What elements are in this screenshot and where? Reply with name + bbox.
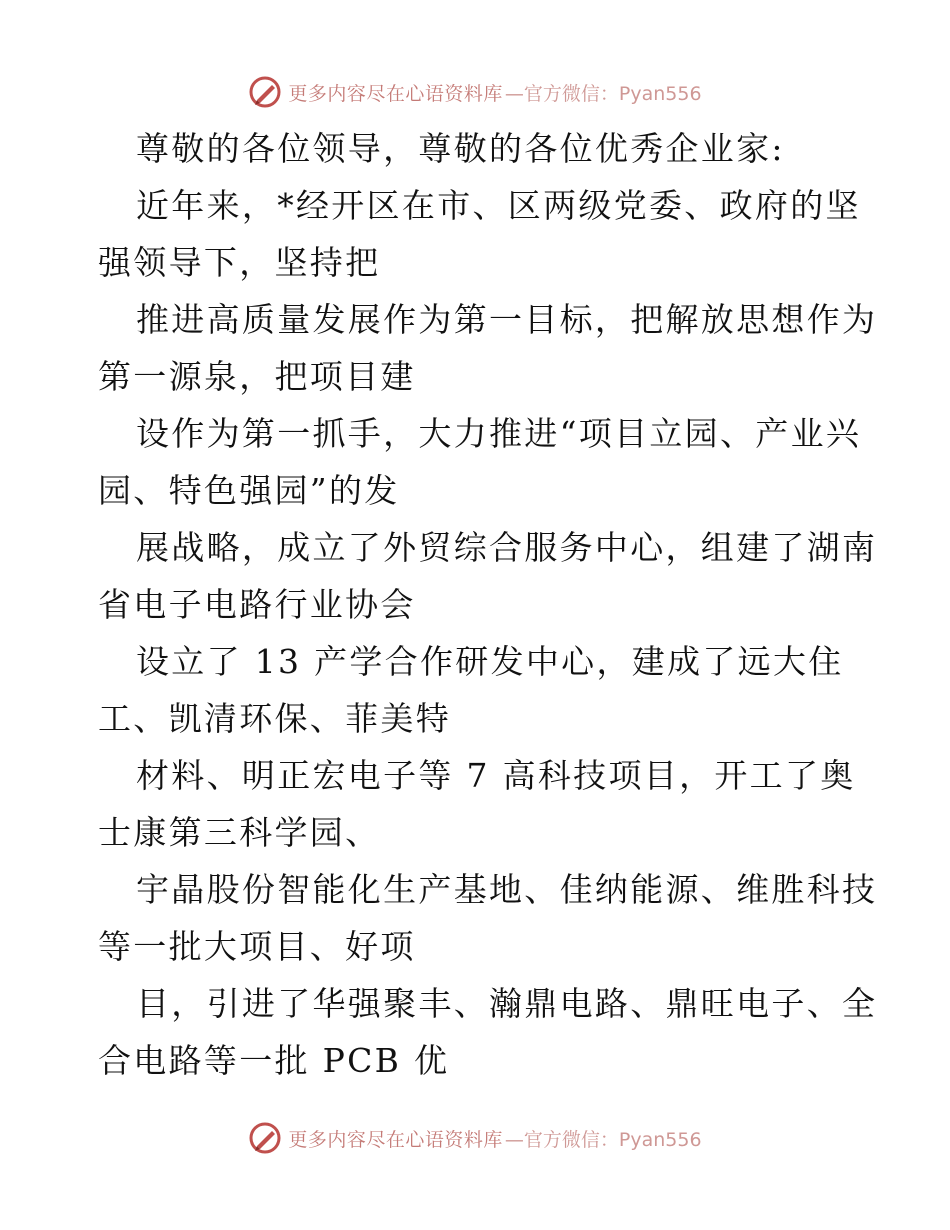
header-watermark [0, 72, 950, 112]
pen-logo-icon [248, 1121, 282, 1155]
paragraph-line: 园、特色强园”的发 [98, 471, 400, 510]
paragraph-line: 等一批大项目、好项 [98, 927, 416, 966]
watermark-main-text: 更多内容尽在心语资料库 [288, 82, 503, 105]
watermark-sub-text: —官方微信：Pyan556 [504, 1128, 702, 1151]
paragraph [98, 861, 878, 975]
paragraph-line: 目，引进了华强聚丰、瀚鼎电路、鼎旺电子、全 [136, 984, 878, 1023]
paragraph-line: 强领导下，坚持把 [98, 243, 381, 282]
paragraph [98, 747, 858, 861]
paragraph-line: 合电路等一批 PCB 优 [98, 1041, 450, 1080]
paragraph [98, 633, 858, 747]
paragraph-line: 材料、明正宏电子等 7 高科技项目，开工了奥 [136, 756, 856, 795]
paragraph-line: 近年来，*经开区在市、区两级党委、政府的坚 [136, 186, 861, 225]
watermark-main-text: 更多内容尽在心语资料库 [288, 1128, 503, 1151]
paragraph-line: 工、凯清环保、菲美特 [98, 699, 451, 738]
paragraph-line: 省电子电路行业协会 [98, 585, 416, 624]
paragraph-line: 设作为第一抓手，大力推进“项目立园、产业兴 [136, 414, 862, 453]
document-body [98, 120, 878, 1089]
paragraph [98, 120, 858, 177]
paragraph [98, 177, 861, 291]
paragraph-line: 尊敬的各位领导，尊敬的各位优秀企业家: [136, 129, 785, 168]
paragraph [98, 405, 862, 519]
paragraph-line: 设立了 13 产学合作研发中心，建成了远大住 [136, 642, 844, 681]
footer-watermark [0, 1118, 950, 1158]
paragraph-line: 推进高质量发展作为第一目标，把解放思想作为 [136, 300, 878, 339]
paragraph [98, 291, 878, 405]
pen-logo-icon [248, 75, 282, 109]
paragraph-line: 宇晶股份智能化生产基地、佳纳能源、维胜科技 [136, 870, 878, 909]
paragraph-line: 展战略，成立了外贸综合服务中心，组建了湖南 [136, 528, 878, 567]
watermark-sub-text: —官方微信：Pyan556 [504, 82, 702, 105]
paragraph-line: 第一源泉，把项目建 [98, 357, 416, 396]
paragraph [98, 519, 878, 633]
paragraph-line: 士康第三科学园、 [98, 813, 381, 852]
paragraph [98, 975, 878, 1089]
